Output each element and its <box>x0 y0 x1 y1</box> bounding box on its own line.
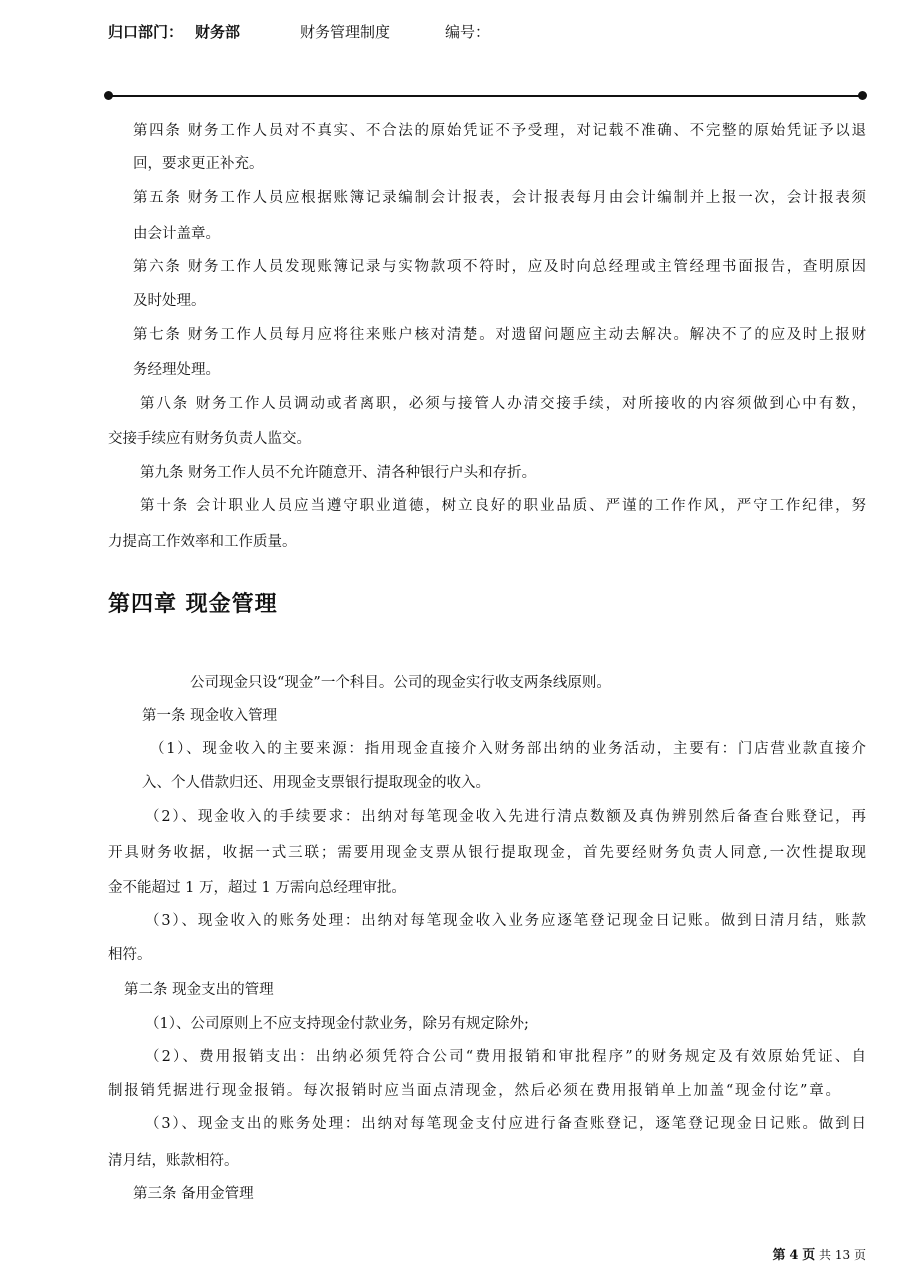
header-document-title: 财务管理制度 <box>300 23 391 41</box>
article-10-line-2: 力提高工作效率和工作质量。 <box>108 534 297 550</box>
article-5-line-1: 第五条 财务工作人员应根据账簿记录编制会计报表，会计报表每月由会计编制并上报一次，会计报表须 <box>133 190 866 206</box>
footer-total-prefix: 共 <box>819 1248 832 1262</box>
footer-total-pages: 13 <box>834 1248 851 1262</box>
article-4-line-1: 第四条 财务工作人员对不真实、不合法的原始凭证不予受理，对记载不准确、不完整的原始凭证予以退 <box>133 123 866 139</box>
article-8-line-2: 交接手续应有财务负责人监交。 <box>108 431 311 447</box>
cash-expense-1: （1）、公司原则上不应支持现金付款业务，除另有规定除外; <box>145 1016 529 1032</box>
cash-income-1-line-1: （1）、现金收入的主要来源：指用现金直接介入财务部出纳的业务活动，主要有：门店营业款直接介 <box>150 741 866 757</box>
divider-left-dot <box>104 91 113 100</box>
footer-total-suffix: 页 <box>853 1248 866 1262</box>
cash-income-2-line-2: 开具财务收据，收据一式三联；需要用现金支票从银行提取现金，首先要经财务负责人同意,一次性提取现 <box>108 845 866 861</box>
header-department-label: 归口部门： <box>108 23 184 41</box>
cash-expense-3-line-2: 清月结，账款相符。 <box>108 1153 239 1169</box>
cash-income-2-line-1: （2）、现金收入的手续要求：出纳对每笔现金收入先进行清点数额及真伪辨别然后备查台账登记，再 <box>145 809 866 825</box>
article-4-line-2: 回，要求更正补充。 <box>133 156 264 172</box>
cash-income-2-line-3: 金不能超过 1 万，超过 1 万需向总经理审批。 <box>108 880 406 896</box>
article-6-line-1: 第六条 财务工作人员发现账簿记录与实物款项不符时，应及时向总经理或主管经理书面报告，查明原因 <box>133 259 866 275</box>
cash-expense-2-line-2: 制报销凭据进行现金报销。每次报销时应当面点清现金，然后必须在费用报销单上加盖“现金付讫”章。 <box>108 1083 840 1099</box>
cash-income-1-line-2: 入、个人借款归还、用现金支票银行提取现金的收入。 <box>142 775 490 791</box>
cash-expense-2-line-1: （2）、费用报销支出：出纳必须凭符合公司“费用报销和审批程序”的财务规定及有效原始凭证、自 <box>145 1049 866 1065</box>
article-7-line-2: 务经理处理。 <box>133 362 220 378</box>
article-8-line-1: 第八条 财务工作人员调动或者离职，必须与接管人办清交接手续，对所接收的内容须做到心中有数， <box>140 396 866 412</box>
header-department: 财务部 <box>195 23 241 41</box>
header-number-label: 编号： <box>445 23 491 41</box>
chapter-intro: 公司现金只设“现金”一个科目。公司的现金实行收支两条线原则。 <box>190 675 611 691</box>
cash-article-1-heading: 第一条 现金收入管理 <box>142 708 278 724</box>
footer-page-prefix: 第 <box>772 1248 786 1263</box>
footer-page-suffix: 页 <box>802 1248 816 1263</box>
article-7-line-1: 第七条 财务工作人员每月应将往来账户核对清楚。对遗留问题应主动去解决。解决不了的应及时上报财 <box>133 327 866 343</box>
article-5-line-2: 由会计盖章。 <box>133 226 220 242</box>
cash-income-3-line-1: （3）、现金收入的账务处理：出纳对每笔现金收入业务应逐笔登记现金日记账。做到日清月结，账款 <box>145 913 866 929</box>
chapter-title: 第四章 现金管理 <box>108 592 278 617</box>
page-footer <box>760 1246 866 1265</box>
cash-expense-3-line-1: （3）、现金支出的账务处理：出纳对每笔现金支付应进行备查账登记，逐笔登记现金日记账。做到日 <box>145 1116 866 1132</box>
footer-page-number: 4 <box>789 1248 799 1263</box>
cash-article-2-heading: 第二条 现金支出的管理 <box>124 982 274 998</box>
header-divider <box>108 95 862 97</box>
cash-article-3-heading: 第三条 备用金管理 <box>133 1186 254 1202</box>
article-9-line-1: 第九条 财务工作人员不允许随意开、清各种银行户头和存折。 <box>140 465 537 481</box>
article-6-line-2: 及时处理。 <box>133 293 206 309</box>
divider-right-dot <box>858 91 867 100</box>
article-10-line-1: 第十条 会计职业人员应当遵守职业道德，树立良好的职业品质、严谨的工作作风，严守工作纪律，努 <box>140 498 866 514</box>
cash-income-3-line-2: 相符。 <box>108 947 152 963</box>
